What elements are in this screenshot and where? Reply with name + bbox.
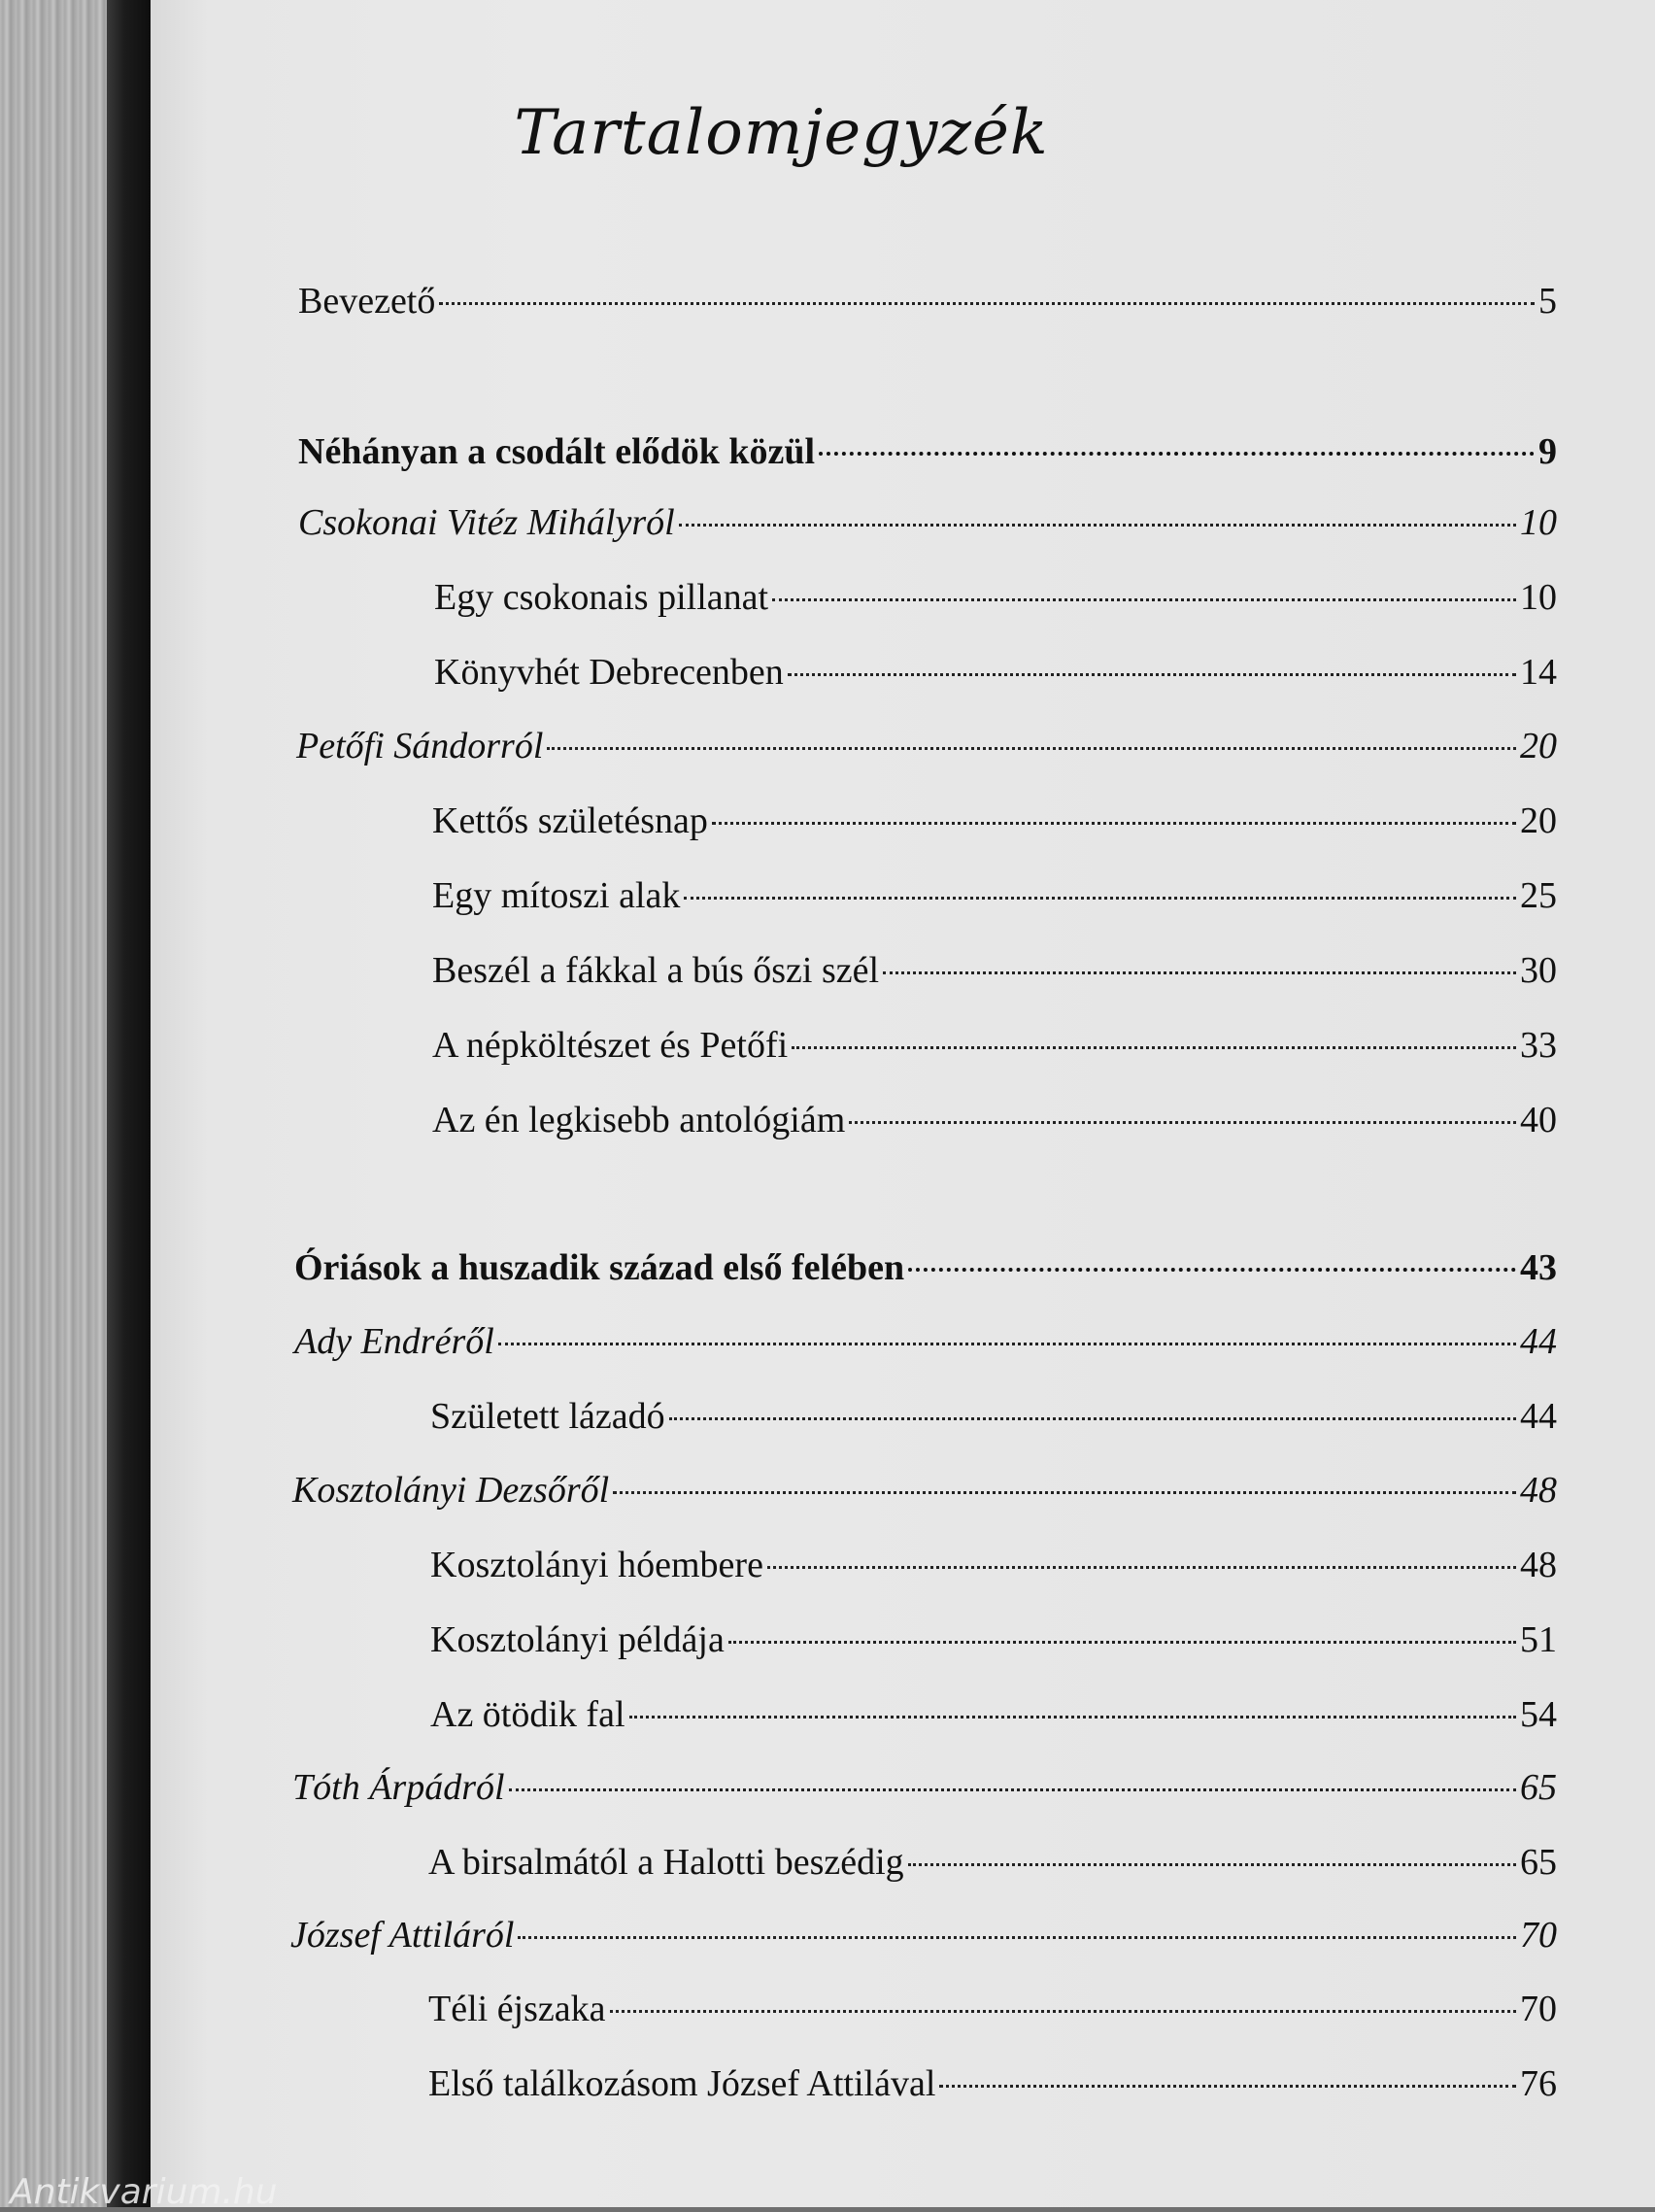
toc-entry-page: 40 xyxy=(1520,1100,1557,1140)
toc-entry-label: A népköltészet és Petőfi xyxy=(432,1025,789,1066)
leader-dots xyxy=(439,302,1535,305)
toc-entry-label: Könyvhét Debrecenben xyxy=(434,652,784,693)
toc-entry-label: Csokonai Vitéz Mihályról xyxy=(298,502,675,543)
watermark: Antikvarium.hu xyxy=(10,2172,278,2212)
leader-dots xyxy=(908,1863,1516,1866)
toc-entry-page: 48 xyxy=(1520,1470,1557,1511)
toc-entry[interactable] xyxy=(434,651,1557,694)
toc-entry-label: A birsalmától a Halotti beszédig xyxy=(428,1842,904,1883)
book-spine xyxy=(107,0,151,2207)
leader-dots xyxy=(819,452,1535,456)
page-title: Tartalomjegyzék xyxy=(514,97,1049,169)
toc-entry-page: 44 xyxy=(1520,1321,1557,1362)
leader-dots xyxy=(684,897,1516,900)
toc-entry-page: 10 xyxy=(1520,502,1557,543)
leader-dots xyxy=(610,2010,1516,2013)
leader-dots xyxy=(849,1121,1516,1124)
leader-dots xyxy=(772,598,1516,601)
toc-entry-label: Az ötödik fal xyxy=(430,1694,625,1735)
toc-entry-label: Beszél a fákkal a bús őszi szél xyxy=(432,950,880,991)
toc-entry-page: 30 xyxy=(1520,950,1557,991)
toc-entry[interactable] xyxy=(430,1544,1557,1586)
toc-entry-label: József Attiláról xyxy=(290,1915,515,1956)
leader-dots xyxy=(712,822,1516,825)
toc-entry-page: 43 xyxy=(1520,1247,1557,1288)
toc-entry[interactable] xyxy=(428,1988,1557,2030)
toc-entry-page: 70 xyxy=(1520,1989,1557,2029)
toc-entry-page: 20 xyxy=(1520,726,1557,766)
toc-entry-page: 48 xyxy=(1520,1545,1557,1585)
toc-entry[interactable] xyxy=(428,2062,1557,2105)
toc-entry[interactable] xyxy=(430,1395,1557,1438)
toc-entry-label: Kosztolányi hóembere xyxy=(430,1545,763,1585)
toc-entry-page: 9 xyxy=(1538,431,1557,472)
toc-entry[interactable] xyxy=(432,1099,1557,1141)
leader-dots xyxy=(498,1343,1516,1345)
toc-entry[interactable] xyxy=(434,576,1557,619)
leader-dots xyxy=(547,747,1516,750)
toc-entry-label: Tóth Árpádról xyxy=(292,1767,505,1808)
toc-entry-page: 51 xyxy=(1520,1619,1557,1660)
toc-entry-label: Ady Endréről xyxy=(294,1321,494,1362)
toc-entry-page: 20 xyxy=(1520,800,1557,841)
toc-entry-label: Kosztolányi példája xyxy=(430,1619,725,1660)
leader-dots xyxy=(883,971,1516,974)
toc-entry-page: 5 xyxy=(1538,281,1557,322)
leader-dots xyxy=(792,1046,1516,1049)
leader-dots xyxy=(629,1716,1516,1719)
toc-author-ady[interactable] xyxy=(294,1320,1557,1363)
toc-entry[interactable] xyxy=(430,1693,1557,1736)
toc-section-2[interactable] xyxy=(294,1246,1557,1289)
toc-entry-page: 54 xyxy=(1520,1694,1557,1735)
toc-entry-page: 25 xyxy=(1520,875,1557,916)
toc-entry-label: Az én legkisebb antológiám xyxy=(432,1100,846,1140)
leader-dots xyxy=(908,1268,1516,1272)
toc-entry-label: Petőfi Sándorról xyxy=(296,726,544,766)
toc-entry-label: Egy csokonais pillanat xyxy=(434,577,769,618)
leader-dots xyxy=(518,1936,1516,1939)
toc-entry[interactable] xyxy=(432,874,1557,917)
leader-dots xyxy=(939,2085,1516,2088)
toc-author-petofi[interactable] xyxy=(296,725,1557,767)
toc-entry-label: Kettős születésnap xyxy=(432,800,708,841)
toc-entry-label: Egy mítoszi alak xyxy=(432,875,681,916)
toc-entry-label: Kosztolányi Dezsőről xyxy=(292,1470,610,1511)
toc-entry-page: 65 xyxy=(1520,1842,1557,1883)
leader-dots xyxy=(679,524,1516,527)
toc-entry-page: 33 xyxy=(1520,1025,1557,1066)
toc-entry-page: 76 xyxy=(1520,2063,1557,2104)
toc-entry-page: 44 xyxy=(1520,1396,1557,1437)
toc-entry-page: 14 xyxy=(1520,652,1557,693)
toc-entry-label: Bevezető xyxy=(298,281,436,322)
toc-author-kosztolanyi[interactable] xyxy=(292,1469,1557,1512)
toc-entry-label: Néhányan a csodált elődök közül xyxy=(298,431,816,472)
toc-author-toth[interactable] xyxy=(292,1766,1557,1809)
leader-dots xyxy=(509,1788,1516,1791)
toc-entry-label: Első találkozásom József Attilával xyxy=(428,2063,936,2104)
toc-entry[interactable] xyxy=(432,800,1557,842)
toc-entry-page: 65 xyxy=(1520,1767,1557,1808)
toc-section-1[interactable] xyxy=(298,430,1557,473)
leader-dots xyxy=(613,1491,1516,1494)
leader-dots xyxy=(767,1566,1516,1569)
toc-author-csokonai[interactable] xyxy=(298,501,1557,544)
leader-dots xyxy=(788,673,1516,676)
toc-entry[interactable] xyxy=(432,1024,1557,1067)
toc-entry[interactable] xyxy=(430,1618,1557,1661)
toc-entry-page: 70 xyxy=(1520,1915,1557,1956)
leader-dots xyxy=(669,1417,1516,1420)
toc-entry-label: Téli éjszaka xyxy=(428,1989,606,2029)
toc-entry-label: Született lázadó xyxy=(430,1396,665,1437)
toc-author-jozsef[interactable] xyxy=(290,1914,1557,1957)
toc-entry[interactable] xyxy=(428,1841,1557,1884)
toc-entry-intro[interactable] xyxy=(298,280,1557,323)
desk-background xyxy=(0,0,107,2207)
toc-entry[interactable] xyxy=(432,949,1557,992)
leader-dots xyxy=(728,1641,1516,1644)
toc-entry-label: Óriások a huszadik század első felében xyxy=(294,1247,905,1288)
toc-entry-page: 10 xyxy=(1520,577,1557,618)
